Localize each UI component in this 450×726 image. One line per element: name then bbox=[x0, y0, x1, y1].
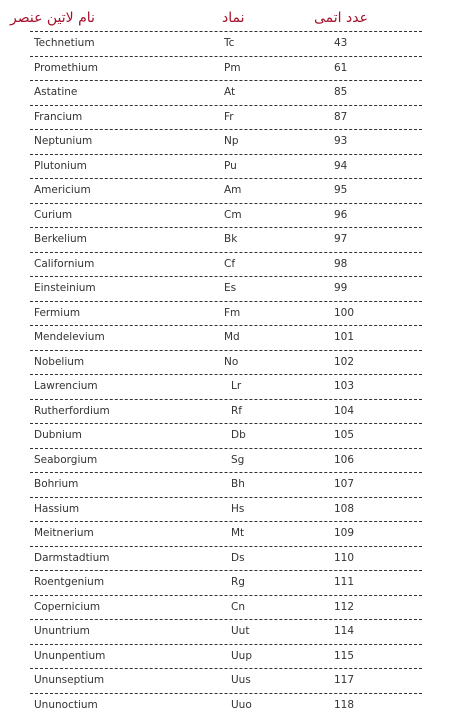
element-name: Nobelium bbox=[34, 355, 85, 368]
table-row bbox=[30, 644, 422, 669]
table-row bbox=[30, 56, 422, 81]
table-row bbox=[30, 668, 422, 693]
element-name: Americium bbox=[34, 184, 91, 196]
table-row bbox=[30, 154, 422, 179]
element-name: Francium bbox=[34, 110, 83, 123]
table-row bbox=[30, 325, 422, 350]
element-name: Ununseptium bbox=[34, 674, 105, 686]
element-symbol: Rg bbox=[231, 576, 245, 588]
table-header bbox=[0, 0, 450, 30]
table-row bbox=[30, 276, 422, 301]
table-row bbox=[30, 350, 422, 375]
element-name: Copernicium bbox=[34, 600, 101, 613]
atomic-number: 96 bbox=[334, 208, 348, 221]
table-row bbox=[30, 448, 422, 473]
table-row bbox=[30, 546, 422, 571]
table-row bbox=[30, 80, 422, 105]
element-name: Curium bbox=[34, 208, 73, 221]
table-row bbox=[30, 472, 422, 497]
table-row bbox=[30, 252, 422, 277]
element-name: Einsteinium bbox=[34, 282, 96, 294]
table-row bbox=[30, 105, 422, 130]
element-name: Lawrencium bbox=[34, 380, 98, 392]
table-row bbox=[30, 595, 422, 620]
atomic-number: 104 bbox=[334, 404, 355, 417]
element-name: Berkelium bbox=[34, 233, 87, 245]
element-symbol: Tc bbox=[224, 37, 235, 49]
table-row bbox=[30, 399, 422, 424]
element-symbol: No bbox=[224, 355, 239, 368]
element-name: Roentgenium bbox=[34, 576, 105, 588]
atomic-number: 101 bbox=[334, 331, 355, 343]
element-name: Technetium bbox=[34, 37, 95, 49]
atomic-number: 114 bbox=[334, 625, 355, 637]
element-symbol: Pu bbox=[224, 159, 237, 172]
element-name: Meitnerium bbox=[34, 527, 94, 539]
atomic-number: 93 bbox=[334, 135, 348, 147]
table-row bbox=[30, 693, 422, 718]
atomic-number: 61 bbox=[334, 61, 348, 74]
element-name: Mendelevium bbox=[34, 331, 105, 343]
element-symbol: Np bbox=[224, 135, 239, 147]
element-name: Darmstadtium bbox=[34, 551, 110, 564]
element-symbol: Ds bbox=[231, 551, 245, 564]
element-symbol: Hs bbox=[231, 502, 245, 515]
atomic-number: 97 bbox=[334, 233, 348, 245]
element-name: Ununoctium bbox=[34, 698, 98, 711]
atomic-number: 43 bbox=[334, 37, 348, 49]
element-name: Neptunium bbox=[34, 135, 93, 147]
table-row bbox=[30, 203, 422, 228]
element-symbol: Fr bbox=[224, 110, 234, 123]
atomic-number: 98 bbox=[334, 257, 348, 270]
atomic-number: 85 bbox=[334, 86, 348, 98]
element-name: Fermium bbox=[34, 306, 81, 319]
table-row bbox=[30, 521, 422, 546]
table-row bbox=[30, 423, 422, 448]
atomic-number: 111 bbox=[334, 576, 355, 588]
table-row bbox=[30, 227, 422, 252]
element-symbol: Md bbox=[224, 331, 240, 343]
header-symbol: نماد bbox=[222, 10, 245, 26]
element-name: Hassium bbox=[34, 502, 80, 515]
header-atomic-number: عدد اتمی bbox=[314, 10, 368, 26]
atomic-number: 106 bbox=[334, 453, 355, 466]
element-symbol: Db bbox=[231, 429, 246, 441]
table-row bbox=[30, 570, 422, 595]
atomic-number: 109 bbox=[334, 527, 355, 539]
element-name: Bohrium bbox=[34, 478, 79, 490]
header-latin-name: نام لاتین عنصر bbox=[10, 10, 95, 26]
element-symbol: Cn bbox=[231, 600, 245, 613]
element-name: Astatine bbox=[34, 86, 78, 98]
atomic-number: 100 bbox=[334, 306, 355, 319]
table-row bbox=[30, 129, 422, 154]
element-symbol: Mt bbox=[231, 527, 245, 539]
atomic-number: 117 bbox=[334, 674, 355, 686]
element-symbol: Fm bbox=[224, 306, 241, 319]
atomic-number: 110 bbox=[334, 551, 355, 564]
atomic-number: 107 bbox=[334, 478, 355, 490]
atomic-number: 102 bbox=[334, 355, 355, 368]
atomic-number: 112 bbox=[334, 600, 355, 613]
element-symbol: Am bbox=[224, 184, 242, 196]
atomic-number: 103 bbox=[334, 380, 355, 392]
element-symbol: Uuo bbox=[231, 698, 252, 711]
element-symbol: Lr bbox=[231, 380, 242, 392]
element-symbol: Bk bbox=[224, 233, 238, 245]
element-symbol: Uup bbox=[231, 649, 253, 662]
element-name: Dubnium bbox=[34, 429, 82, 441]
table-row bbox=[30, 301, 422, 326]
atomic-number: 108 bbox=[334, 502, 355, 515]
atomic-number: 87 bbox=[334, 110, 348, 123]
atomic-number: 94 bbox=[334, 159, 348, 172]
element-symbol: Cm bbox=[224, 208, 242, 221]
table-row bbox=[30, 31, 422, 56]
atomic-number: 105 bbox=[334, 429, 355, 441]
table-row bbox=[30, 619, 422, 644]
table-row bbox=[30, 374, 422, 399]
elements-table bbox=[0, 31, 450, 717]
element-symbol: Uus bbox=[231, 674, 251, 686]
element-symbol: At bbox=[224, 86, 236, 98]
table-row bbox=[30, 497, 422, 522]
element-name: Ununpentium bbox=[34, 649, 106, 662]
atomic-number: 95 bbox=[334, 184, 348, 196]
element-symbol: Es bbox=[224, 282, 237, 294]
element-name: Ununtrium bbox=[34, 625, 90, 637]
element-name: Californium bbox=[34, 257, 95, 270]
element-symbol: Rf bbox=[231, 404, 242, 417]
element-name: Promethium bbox=[34, 61, 98, 74]
atomic-number: 115 bbox=[334, 649, 355, 662]
element-symbol: Uut bbox=[231, 625, 250, 637]
element-symbol: Bh bbox=[231, 478, 245, 490]
element-symbol: Sg bbox=[231, 453, 245, 466]
element-symbol: Cf bbox=[224, 257, 236, 270]
element-name: Seaborgium bbox=[34, 453, 98, 466]
table-row bbox=[30, 178, 422, 203]
element-name: Rutherfordium bbox=[34, 404, 110, 417]
atomic-number: 118 bbox=[334, 698, 355, 711]
element-symbol: Pm bbox=[224, 61, 241, 74]
atomic-number: 99 bbox=[334, 282, 348, 294]
element-name: Plutonium bbox=[34, 159, 87, 172]
